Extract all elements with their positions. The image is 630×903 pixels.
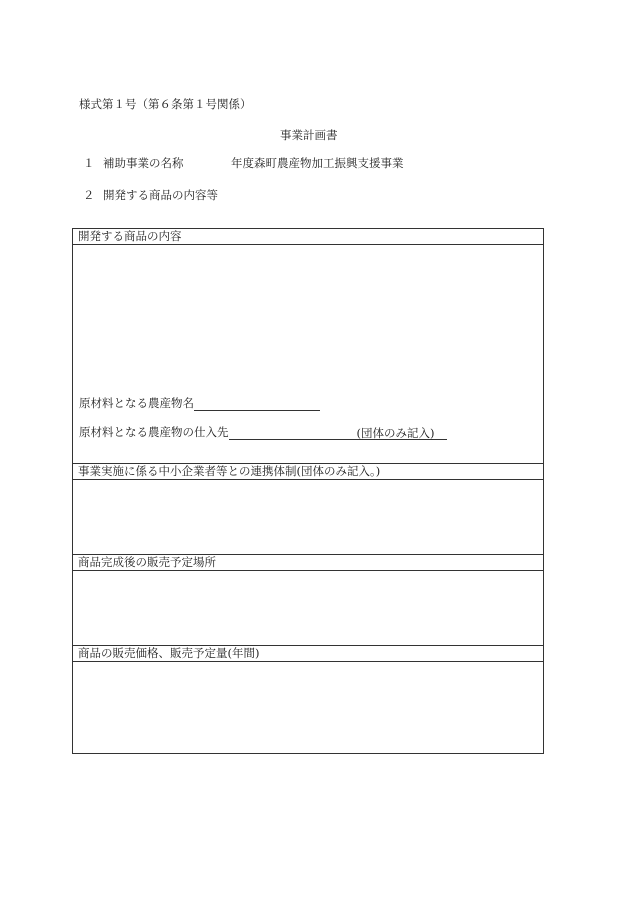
section-header-partnership: 事業実施に係る中小企業者等との連携体制(団体のみ記入。) <box>73 464 543 480</box>
document-title: 事業計画書 <box>280 128 338 142</box>
partnership-input-area[interactable] <box>73 480 543 554</box>
supplier-note: (団体のみ記入) <box>356 426 435 440</box>
supplier-input[interactable] <box>229 425 447 440</box>
item-number-2: ２ <box>83 188 95 202</box>
raw-material-input[interactable] <box>194 396 320 411</box>
item-label-project-name: 補助事業の名称 <box>103 156 184 170</box>
supplier-label: 原材料となる農産物の仕入先 <box>79 425 229 439</box>
product-content-input-area[interactable] <box>73 245 543 385</box>
section-header-sales-location: 商品完成後の販売予定場所 <box>73 555 543 571</box>
raw-material-label: 原材料となる農産物名 <box>79 396 194 410</box>
item-number-1: １ <box>83 156 95 170</box>
price-volume-input-area[interactable] <box>73 662 543 753</box>
project-name-value: 年度森町農産物加工振興支援事業 <box>231 156 404 170</box>
sales-location-input-area[interactable] <box>73 571 543 645</box>
section-header-product-content: 開発する商品の内容 <box>73 229 543 245</box>
plan-form-table <box>72 228 544 754</box>
item-label-product-content: 開発する商品の内容等 <box>103 188 218 202</box>
section-header-price-volume: 商品の販売価格、販売予定量(年間) <box>73 646 543 662</box>
raw-material-field <box>79 395 320 411</box>
supplier-field <box>79 424 447 440</box>
form-number: 様式第１号（第６条第１号関係） <box>79 97 252 111</box>
